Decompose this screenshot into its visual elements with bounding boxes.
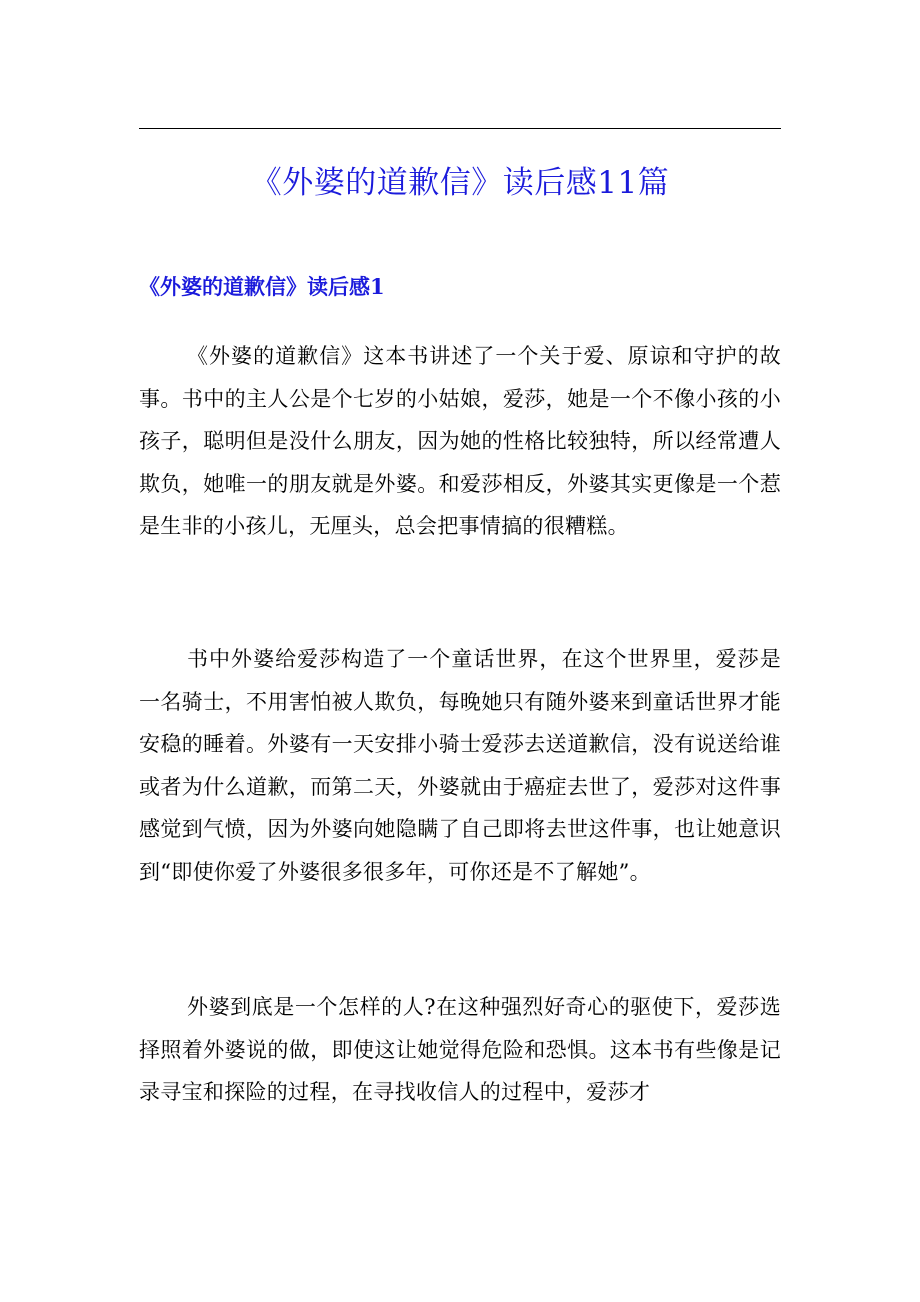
paragraph-3: 外婆到底是一个怎样的人?在这种强烈好奇心的驱使下，爱莎选择照着外婆说的做，即使这让她觉得危险和恐惧。这本书有些像是记录寻宝和探险的过程，在寻找收信人的过程中，爱莎才 — [139, 995, 781, 1104]
section-heading: 《外婆的道歉信》读后感1 — [139, 274, 385, 299]
paragraph-2: 书中外婆给爱莎构造了一个童话世界，在这个世界里，爱莎是一名骑士，不用害怕被人欺负，每晚她只有随外婆来到童话世界才能安稳的睡着。外婆有一天安排小骑士爱莎去送道歉信，没有说送给谁或者为什么道歉，而第二天，外婆就由于癌症去世了，爱莎对这件事感觉到气愤，因为外婆向她隐瞒了自己即将去世这件事，也让她意识到“即使你爱了外婆很多很多年，可你还是不了解她”。 — [139, 647, 781, 884]
header-rule — [139, 128, 781, 129]
paragraph-1: 《外婆的道歉信》这本书讲述了一个关于爱、原谅和守护的故事。书中的主人公是个七岁的小姑娘，爱莎，她是一个不像小孩的小孩子，聪明但是没什么朋友，因为她的性格比较独特，所以经常遭人欺负，她唯一的朋友就是外婆。和爱莎相反，外婆其实更像是一个惹是生非的小孩儿，无厘头，总会把事情搞的很糟糕。 — [139, 344, 781, 538]
paragraph-3-block — [139, 986, 781, 1114]
paragraph-1-block — [139, 335, 781, 548]
paragraph-2-block — [139, 638, 781, 893]
document-title: 《外婆的道歉信》读后感11篇 — [250, 165, 670, 201]
